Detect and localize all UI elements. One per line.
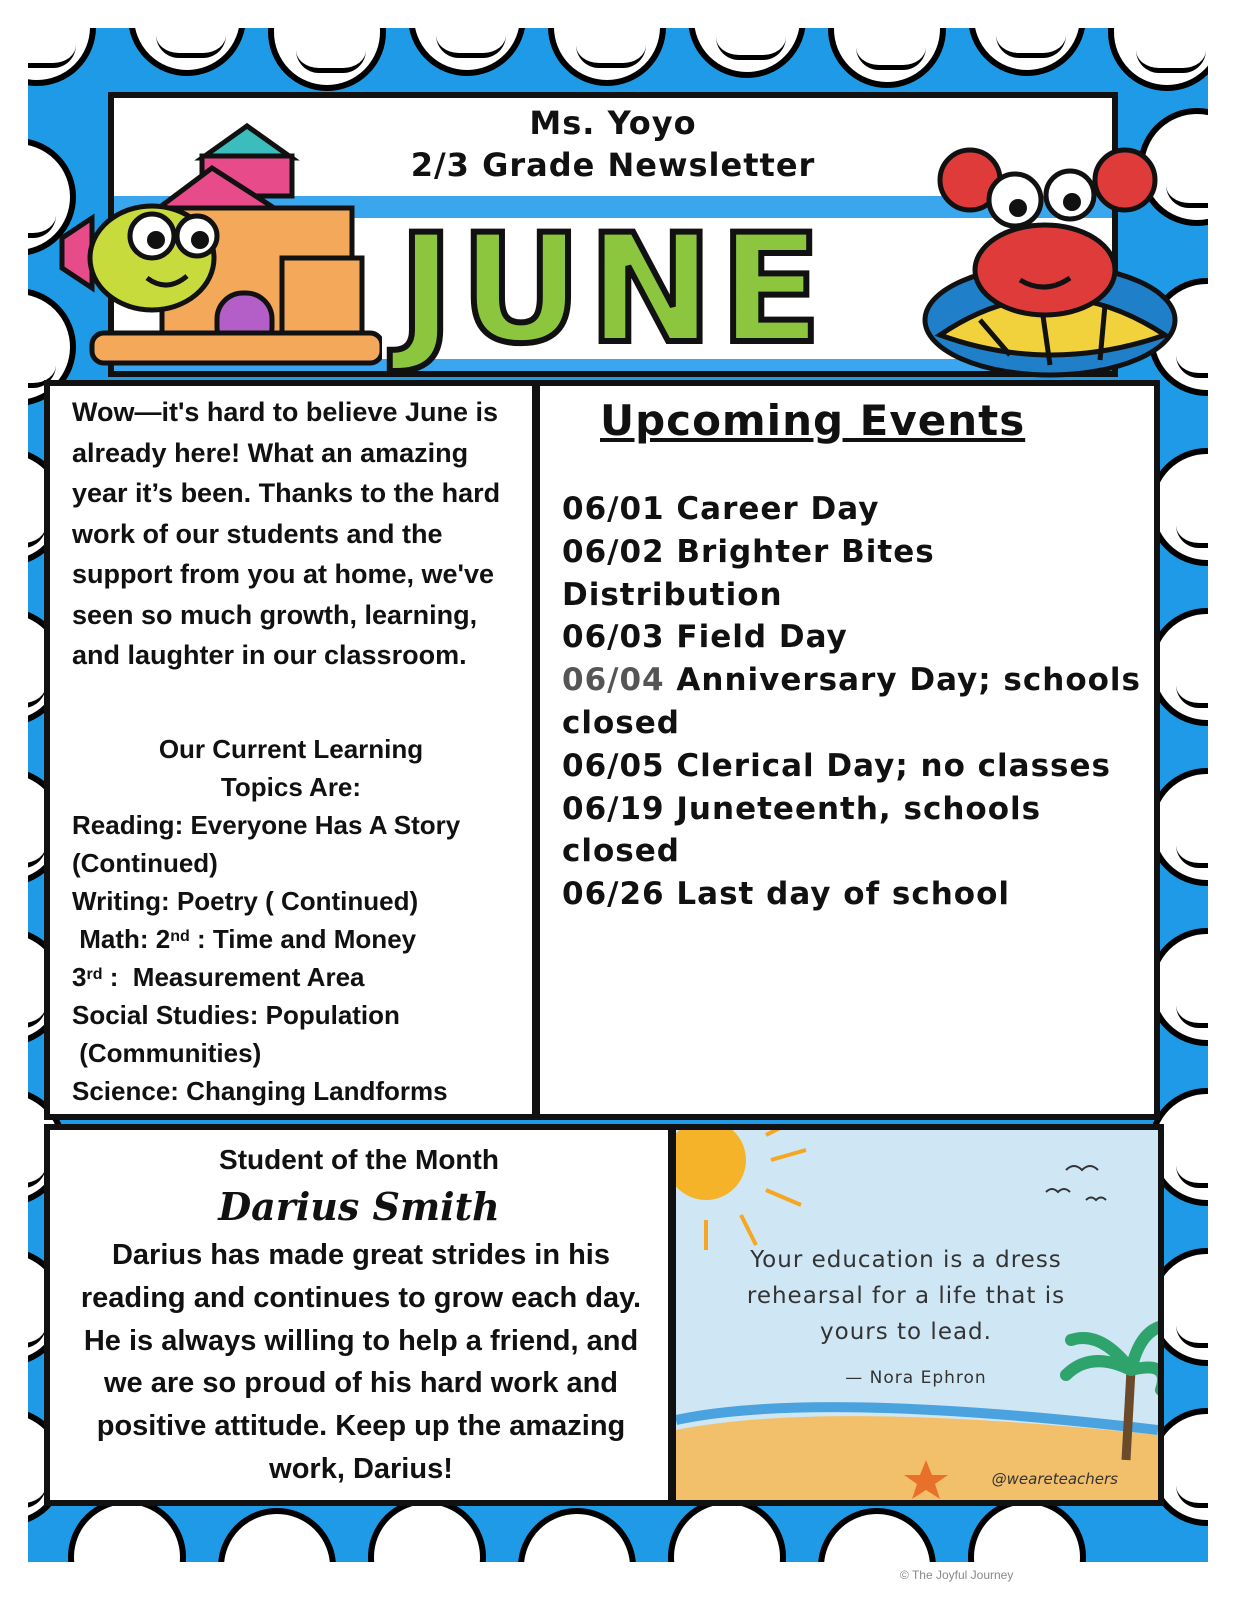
topic-writing: Writing: Poetry ( Continued) [72,886,419,916]
polka-dot [828,28,946,88]
math-sup: nd [170,928,190,945]
event-date: 06/26 [562,876,665,913]
event-item [562,873,1142,916]
event-text: Field Day [664,619,848,656]
copyright-credit: © The Joyful Journey [900,1568,1014,1582]
topics-heading-line: Topics Are: [220,772,362,802]
intro-panel [44,380,538,1120]
polka-dot [408,28,526,76]
polka-dot [668,1498,786,1562]
intro-message: Wow—it's hard to believe June is already here! What an amazing year it’s been. Thanks to the hard work of our students and the support from you at home, we've seen so much growth, learning, and laughter in our classroom. [72,397,501,670]
polka-dot [548,28,666,86]
events-panel [534,380,1160,1120]
topic-math-2nd [72,920,532,958]
event-item [562,745,1142,788]
math-rest: : Time and Money [189,924,417,954]
polka-dot [28,28,96,86]
polka-dot [1108,28,1208,91]
topic-science: Science: Changing Landforms [72,1076,448,1106]
events-title: Upcoming Events [600,396,1026,445]
event-item [562,788,1142,874]
quote-text: Your education is a dress rehearsal for a life that is yours to lead. [746,1247,1066,1345]
event-item [562,616,1142,659]
polka-dot [128,28,246,76]
polka-dot [518,1508,636,1562]
topics-heading-line: Our Current Learning [158,734,424,764]
topic-reading-cont: (Continued) [72,848,218,878]
topics-list [72,806,532,1110]
math3-sup: rd [86,966,103,983]
quote-panel [670,1124,1164,1506]
event-date: 06/04 [562,662,665,699]
polka-dot [218,1508,336,1562]
events-list [562,488,1142,916]
topic-social-studies: Social Studies: Population [72,1000,400,1030]
polka-dot [688,28,806,78]
event-text: Last day of school [664,876,1010,913]
event-item [562,659,1142,745]
event-text: Juneteenth, schools closed [562,790,1042,870]
quote-author: — Nora Ephron [845,1368,987,1388]
student-name: Darius Smith [218,1184,500,1229]
event-text: Clerical Day; no classes [664,747,1111,784]
student-of-month-heading: Student of the Month [219,1144,499,1175]
quote-handle: @weareteachers [991,1470,1118,1488]
event-text: Career Day [664,491,880,527]
event-date: 06/03 [562,619,665,656]
month-title: JUNE [398,203,828,377]
polka-dot [818,1508,936,1562]
event-date: 06/05 [562,747,665,784]
math3-prefix: 3 [72,962,87,992]
topic-reading: Reading: Everyone Has A Story [72,810,461,840]
event-item [562,488,1142,531]
math-prefix: Math: 2 [72,924,171,954]
teacher-name: Ms. Yoyo [529,104,697,142]
math3-rest: : Measurement Area [102,962,365,992]
event-item [562,531,1142,617]
student-of-month-panel [44,1124,674,1506]
polka-dot [268,28,386,91]
crab-illustration [880,120,1180,380]
polka-dot [68,1498,186,1562]
polka-dot [368,1498,486,1562]
student-description: Darius has made great strides in his reading and continues to grow each day. He is always willing to help a friend, and we are so proud of his hard work and positive attitude. Keep up the amazing work, Darius! [80,1239,642,1485]
event-text: Brighter Bites Distribution [562,533,935,613]
event-date: 06/19 [562,790,665,827]
polka-dot [968,1498,1086,1562]
fish-sandcastle-illustration [52,118,382,368]
topic-social-studies-cont: (Communities) [72,1038,262,1068]
event-date: 06/02 [562,533,665,570]
polka-dot [968,28,1086,76]
topic-math-3rd [72,958,532,996]
newsletter-title: 2/3 Grade Newsletter [410,146,816,184]
event-date: 06/01 [562,491,665,527]
event-text: Anniversary Day; schools closed [562,662,1142,741]
topics-heading [50,730,532,806]
